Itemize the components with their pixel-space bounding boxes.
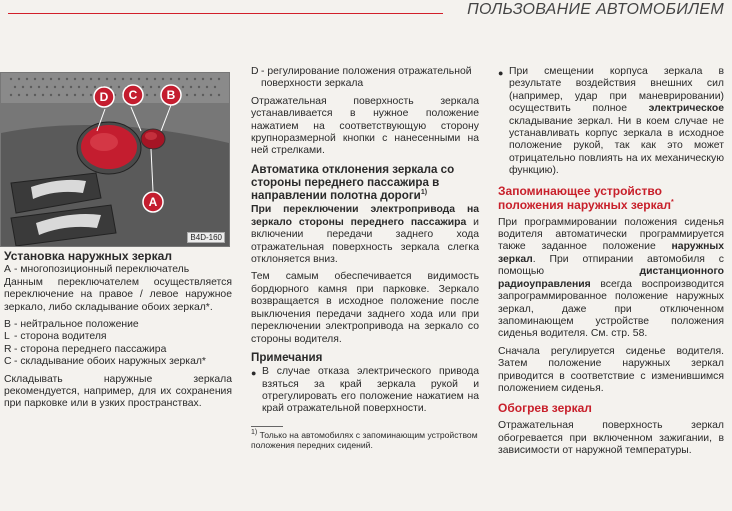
legend-item-b — [4, 319, 232, 331]
callout-a: A — [148, 195, 158, 209]
text: всегда воспроизводится запрограммированное положение наружных зеркал, даже при отключенном запоминающем устройстве положения сиденья водителя. См. стр. 58. — [498, 278, 724, 340]
legend-text: - сторона переднего пассажира — [14, 343, 167, 355]
paragraph: Сначала регулируется сиденье водителя. Затем положение наружных зеркал приводится в соответствие с изменившимся положением сиденья. — [498, 345, 724, 394]
legend-text: - сторона водителя — [14, 331, 107, 343]
legend-text: - складывание обоих наружных зеркал* — [14, 356, 206, 368]
footnote — [251, 430, 479, 451]
header-rule — [8, 13, 443, 14]
notes-heading: Примечания — [251, 350, 323, 364]
text: При смещении корпуса зеркала в результате воздействия внешних сил (например, удар при маневрировании) осуществить полное — [509, 66, 724, 115]
paragraph — [498, 217, 724, 341]
bullet-icon: ● — [498, 68, 504, 78]
legend-text: - нейтральное положение — [14, 319, 139, 331]
text: При программировании положения сиденья водителя автоматически программируется также заданное положение — [498, 216, 724, 253]
section-title-memory — [498, 184, 724, 212]
note-text: В случае отказа электрического привода взяться за край зеркала рукой и отрегулировать его положение нажатием на край отражательной поверхности. — [262, 366, 479, 415]
footnote-text: Только на автомобилях с запоминающим устройством положения передних сидений. — [251, 429, 478, 451]
text: складывание зеркал. Ни в коем случае не устанавливать корпус зеркала в исходное положение рукой, так как это может отрицательно повлиять на их механическую функцию). — [509, 115, 724, 177]
memory-heading-text: Запоминающее устройство положения наружных зеркал — [498, 183, 671, 212]
column-middle — [251, 66, 479, 451]
footnote-rule — [251, 426, 283, 427]
text: . При отпирании автомобиля с помощью — [498, 253, 724, 278]
callout-d: D — [99, 90, 109, 104]
paragraph: Складывать наружные зеркала рекомендуется, например, для их сохранения при парковке или в узких пространствах. — [4, 373, 232, 410]
legend-key: C — [4, 356, 12, 368]
callout-c: C — [128, 88, 138, 102]
legend-item-l — [4, 331, 232, 343]
legend-key: A — [4, 264, 11, 276]
auto-tilt-heading-text: Автоматика отклонения зеркала со стороны переднего пассажира в направлении полотна дороги — [251, 162, 455, 203]
note-text — [509, 66, 724, 178]
bold-text: электрическое — [648, 103, 724, 115]
paragraph: Отражательная поверхность зеркала устанавливается в нужное положение нажатием на соответствующую сторону крупноразмерной кнопки с нанесенными на ней стрелками. — [251, 95, 479, 157]
footnote-ref: 1) — [420, 189, 428, 197]
paragraph: Тем самым обеспечивается видимость бордюрного камня при парковке. Зеркало возвращается в исходное положение после выключения передачи заднего хода или при переключении электропривода на зеркало со стороны водителя. — [251, 271, 479, 345]
legend-item-d — [251, 66, 479, 91]
asterisk: * — [670, 198, 674, 206]
text: и включении передачи заднего хода отражательная поверхность зеркала слегка отклоняется вниз. — [251, 216, 479, 266]
bold-text: дистанционного радиоуправления — [498, 266, 724, 290]
footnote-mark: 1) — [251, 428, 258, 436]
paragraph: Данным переключателем осуществляется переключение на правое / левое наружное зеркало, либо складывание обоих зеркал*. — [4, 276, 232, 313]
section-title-heating: Обогрев зеркал — [498, 401, 592, 416]
mirror-switch-photo — [0, 72, 230, 247]
section-title-mirror-setup: Установка наружных зеркал — [4, 249, 172, 263]
callout-b: B — [166, 88, 176, 102]
legend-key: R — [4, 343, 12, 355]
page-header-title: ПОЛЬЗОВАНИЕ АВТОМОБИЛЕМ — [467, 1, 724, 18]
column-left — [4, 250, 232, 416]
legend-text: - регулирование положения отражательной поверхности зеркала — [261, 66, 472, 90]
mirror-switch-illustration — [1, 73, 229, 246]
legend-item-c — [4, 356, 232, 368]
paragraph — [251, 204, 479, 266]
legend-key: L — [4, 331, 10, 343]
note-item — [498, 66, 724, 178]
legend-item-r — [4, 344, 232, 356]
column-right — [498, 66, 724, 463]
legend-item-a — [4, 264, 232, 276]
bullet-icon: ● — [251, 368, 257, 379]
bold-text: наружных зеркал — [498, 241, 724, 265]
legend-text: - многопозиционный переключатель — [14, 264, 190, 276]
paragraph: Отражательная поверхность зеркал обогревается при включенном зажигании, в зависимости от наружной температуры. — [498, 420, 724, 457]
bold-text: При переключении электропривода на зеркало стороны переднего пассажира — [251, 204, 479, 228]
section-title-auto-tilt — [251, 163, 479, 203]
note-item — [251, 366, 479, 416]
legend-key: D — [251, 66, 259, 77]
legend-key: B — [4, 319, 11, 331]
figure-code: B4D-160 — [187, 232, 225, 243]
